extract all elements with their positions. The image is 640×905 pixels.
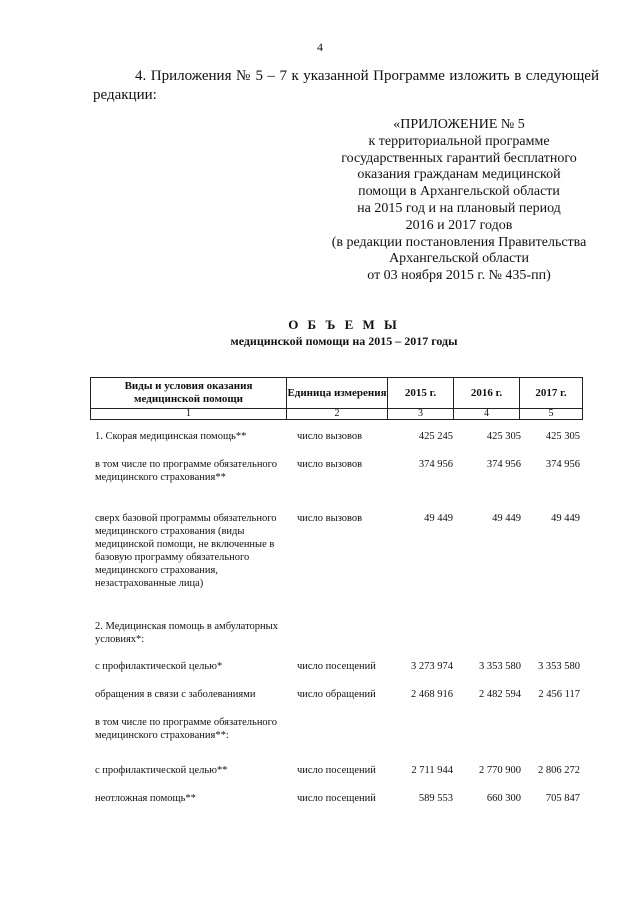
- cell-unit: число посещений: [297, 793, 376, 804]
- page-number: 4: [317, 40, 323, 54]
- cell-2015: 425 245: [418, 431, 453, 442]
- table-row: [95, 620, 590, 660]
- cell-2015: 374 956: [418, 459, 453, 470]
- cell-2015: 589 553: [418, 793, 453, 804]
- column-number: 4: [454, 409, 520, 420]
- cell-2016: 3 353 580: [479, 661, 521, 672]
- cell-kind: сверх базовой программы обязательного медицинского страхования (виды медицинской помощи, не включенные в базовую программу обязательного медицинского страхования, незастрахованные лица): [95, 513, 277, 589]
- header-2016: 2016 г.: [454, 378, 520, 409]
- cell-2017: 425 305: [545, 431, 580, 442]
- cell-2017: 2 456 117: [538, 689, 580, 700]
- cell-kind: 2. Медицинская помощь в амбулаторных условиях*:: [95, 621, 278, 645]
- table-row: [95, 458, 590, 512]
- cell-kind: с профилактической целью**: [95, 765, 228, 776]
- cell-kind: 1. Скорая медицинская помощь**: [95, 431, 247, 442]
- table-row: [95, 792, 590, 812]
- intro-line-2: редакции:: [93, 87, 157, 103]
- cell-unit: число обращений: [297, 689, 376, 700]
- appendix-line: «ПРИЛОЖЕНИЕ № 5: [393, 117, 525, 132]
- cell-kind: в том числе по программе обязательного медицинского страхования**: [95, 459, 277, 483]
- column-number: 5: [520, 409, 583, 420]
- cell-2015: 49 449: [424, 513, 453, 524]
- document-title: [98, 317, 590, 349]
- appendix-line: к территориальной программе: [368, 133, 550, 149]
- table-row: [95, 688, 590, 716]
- header-unit: Единица измерения: [287, 378, 388, 409]
- cell-unit: число посещений: [297, 765, 376, 776]
- cell-kind: неотложная помощь**: [95, 793, 196, 804]
- table-row: [95, 660, 590, 688]
- intro-paragraph: [93, 67, 599, 105]
- appendix-line: от 03 ноября 2015 г. № 435-пп): [367, 268, 551, 284]
- volumes-table-header: [90, 377, 583, 420]
- cell-2017: 705 847: [545, 793, 580, 804]
- table-row: [95, 764, 590, 792]
- cell-2016: 2 482 594: [479, 689, 521, 700]
- appendix-line: Архангельской области: [389, 251, 529, 267]
- cell-2017: 374 956: [545, 459, 580, 470]
- cell-2017: 2 806 272: [538, 765, 580, 776]
- appendix-line: оказания гражданам медицинской: [357, 167, 561, 183]
- cell-2015: 2 711 944: [411, 765, 453, 776]
- appendix-line: на 2015 год и на плановый период: [357, 200, 561, 216]
- cell-2016: 660 300: [486, 793, 521, 804]
- column-number: 1: [91, 409, 287, 420]
- appendix-header: [296, 117, 622, 285]
- header-2017: 2017 г.: [520, 378, 583, 409]
- cell-unit: число вызовов: [297, 459, 363, 470]
- cell-kind: с профилактической целью*: [95, 661, 223, 672]
- cell-2015: 3 273 974: [411, 661, 453, 672]
- header-kind: Виды и условия оказания медицинской помощи: [91, 378, 287, 409]
- cell-2016: 2 770 900: [479, 765, 521, 776]
- table-row: [95, 430, 590, 458]
- cell-unit: число вызовов: [297, 513, 363, 524]
- cell-2016: 49 449: [492, 513, 521, 524]
- cell-unit: число посещений: [297, 661, 376, 672]
- appendix-line: помощи в Архангельской области: [358, 184, 560, 200]
- volumes-table-body: [95, 430, 590, 812]
- cell-unit: число вызовов: [297, 431, 363, 442]
- appendix-line: (в редакции постановления Правительства: [331, 234, 587, 250]
- cell-kind: обращения в связи с заболеваниями: [95, 689, 256, 700]
- table-row: [95, 716, 590, 764]
- appendix-line: государственных гарантий бесплатного: [341, 150, 577, 166]
- cell-2016: 425 305: [486, 431, 521, 442]
- column-number: 2: [287, 409, 388, 420]
- cell-2017: 3 353 580: [538, 661, 580, 672]
- intro-line-1: 4. Приложения № 5 – 7 к указанной Программе изложить в следующей: [135, 68, 599, 84]
- cell-2017: 49 449: [551, 513, 580, 524]
- cell-2015: 2 468 916: [411, 689, 453, 700]
- title-main: О Б Ъ Е М Ы: [288, 317, 400, 332]
- table-row: [95, 512, 590, 620]
- title-sub: медицинской помощи на 2015 – 2017 годы: [230, 334, 458, 348]
- cell-2016: 374 956: [486, 459, 521, 470]
- cell-kind: в том числе по программе обязательного медицинского страхования**:: [95, 717, 277, 741]
- appendix-line: 2016 и 2017 годов: [405, 217, 513, 233]
- header-2015: 2015 г.: [388, 378, 454, 409]
- column-number: 3: [388, 409, 454, 420]
